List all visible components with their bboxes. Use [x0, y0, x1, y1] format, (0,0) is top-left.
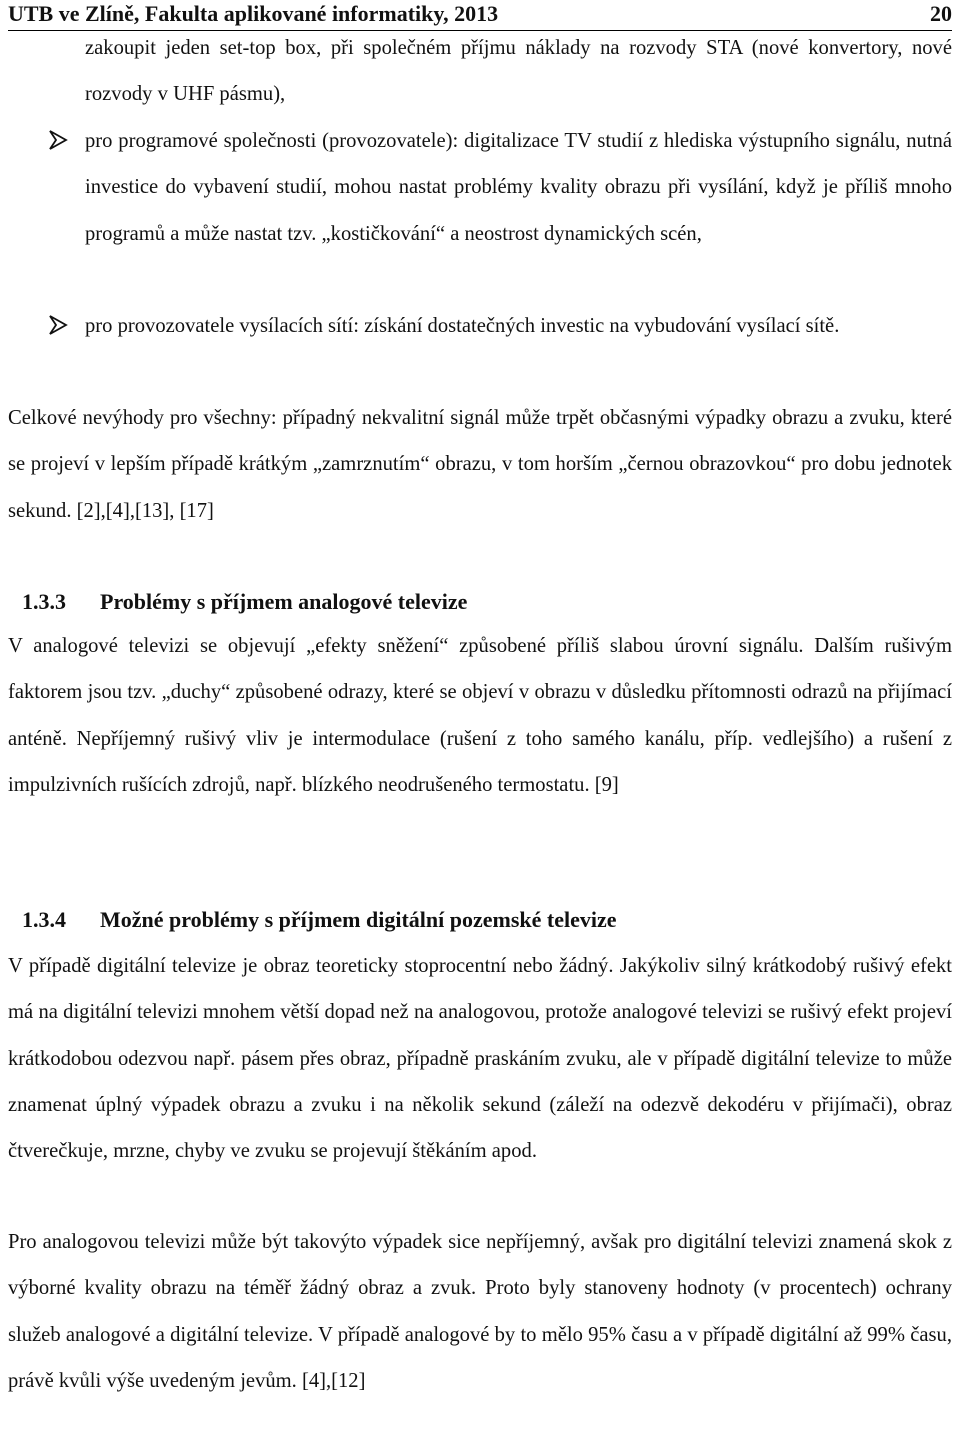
section-1-3-4-paragraph-1: V případě digitální televize je obraz teoreticky stoprocentní nebo žádný. Jakýkoliv silný krátkodobý rušivý efekt má na digitální televizi mnohem větší dopad než na analogovou, protože analogové televizi se rušivý efekt projeví krátkodobou odezvou např. pásem přes obraz, případně praskáním zvuku, ale v případě digitální televize to může znamenat úplný výpadek obrazu a zvuku i na několik sekund (záleží na odezvě dekodéru v přijímači), obraz čtverečkuje, mrzne, chyby ve zvuku se projevují štěkáním apod. — [8, 955, 952, 1163]
section-number: 1.3.4 — [22, 907, 66, 932]
bullet-text: pro provozovatele vysílacích sítí: získání dostatečných investic na vybudování vysílací sítě. — [85, 315, 840, 337]
section-title: Problémy s příjmem analogové televize — [100, 589, 468, 614]
continuation-paragraph: zakoupit jeden set-top box, při společném příjmu náklady na rozvody STA (nové konvertory, nové rozvody v UHF pásmu), — [85, 37, 952, 106]
section-number: 1.3.3 — [22, 589, 66, 614]
arrowhead-bullet-icon — [48, 315, 68, 335]
page-number: 20 — [930, 1, 952, 26]
disadvantages-paragraph: Celkové nevýhody pro všechny: případný nekvalitní signál může trpět občasnými výpadky obrazu a zvuku, které se projeví v lepším případě krátkým „zamrznutím“ obrazu, v tom horším „černou obrazovkou“ pro dobu jednotek sekund. [2],[4],[13], [17] — [8, 407, 952, 522]
header-title: UTB ve Zlíně, Fakulta aplikované informatiky, 2013 — [8, 1, 499, 26]
section-1-3-3-paragraph: V analogové televizi se objevují „efekty sněžení“ způsobené příliš slabou úrovní signálu. Dalším rušivým faktorem jsou tzv. „duchy“ způsobené odrazy, které se objeví v obrazu v důsledku přítomnosti odrazů na přijímací anténě. Nepříjemný rušivý vliv je intermodulace (rušení z toho samého kanálu, příp. vedlejšího) a rušení z impulzivních rušících zdrojů, např. blízkého neodrušeného termostatu. [9] — [8, 635, 952, 796]
section-1-3-4-paragraph-2: Pro analogovou televizi může být takovýto výpadek sice nepříjemný, avšak pro digitální televizi znamená skok z výborné kvality obrazu na téměř žádný obraz a zvuk. Proto byly stanoveny hodnoty (v procentech) ochrany služeb analogové a digitální televize. V případě analogové by to mělo 95% času a v případě digitální až 99% času, právě kvůli výše uvedeným jevům. [4],[12] — [8, 1231, 952, 1392]
bullet-text: pro programové společnosti (provozovatele): digitalizace TV studií z hlediska výstupního signálu, nutná investice do vybavení studií, mohou nastat problémy kvality obrazu při vysílání, když je příliš mnoho programů a může nastat tzv. „kostičkování“ a neostrost dynamických scén, — [85, 130, 952, 245]
section-title: Možné problémy s příjmem digitální pozemské televize — [100, 907, 617, 932]
arrowhead-bullet-icon — [48, 130, 68, 150]
